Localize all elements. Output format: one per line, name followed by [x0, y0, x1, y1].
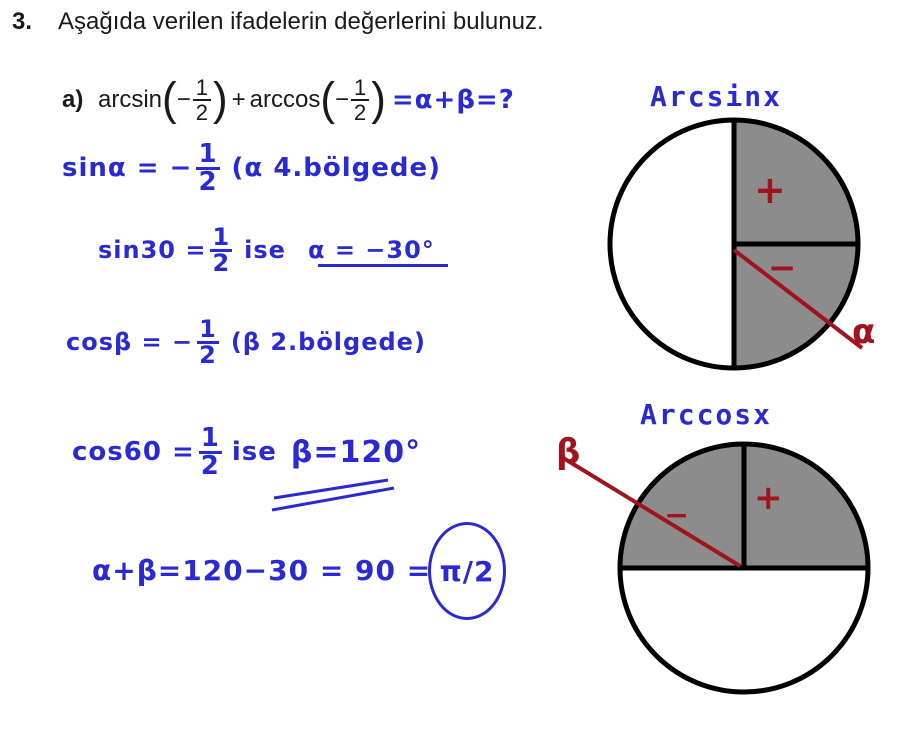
work-line-3 [66, 315, 426, 369]
arccos-beta-ray [560, 456, 740, 566]
work-line-2-num: 1 [212, 223, 231, 251]
work-line-5-expression: α+β=120−30 = 90 = [92, 554, 432, 587]
work-line-4-ise: ise [231, 437, 277, 468]
work-line-2-result: α = −30° [307, 236, 435, 265]
work-line-4-lhs: cos60 = [72, 437, 195, 468]
work-line-3-lhs: cosβ = − [66, 328, 194, 357]
work-line-3-note: (β 2.bölgede) [230, 328, 426, 357]
fraction-2-denominator: 2 [353, 100, 367, 125]
paren-open: ( [162, 73, 177, 126]
work-line-5 [92, 554, 431, 587]
work-line-4-result: β=120° [290, 434, 422, 470]
minus-sign-1: − [176, 86, 191, 113]
work-line-4-fraction [199, 423, 222, 481]
handwritten-question-tail: =α+β=? [391, 85, 515, 115]
paren-close: ) [212, 73, 228, 126]
work-line-4 [72, 423, 422, 481]
work-line-1-fraction [196, 139, 219, 197]
arccos-plus-mark: + [754, 478, 784, 518]
work-line-2-underline [318, 264, 448, 267]
arccos-minus-mark: − [664, 498, 691, 533]
arcsin-diagram-label: Arcsinx [650, 80, 783, 113]
arccos-beta-ray-layer [556, 450, 756, 580]
part-a-label: a) [62, 86, 84, 113]
work-line-2 [98, 223, 435, 277]
work-line-3-fraction [197, 315, 219, 369]
work-line-2-lhs: sin30 = [98, 236, 207, 265]
part-a-expression [98, 72, 515, 128]
work-line-2-den: 2 [212, 248, 231, 277]
work-line-1 [62, 139, 442, 197]
work-line-2-ise: ise [244, 236, 286, 265]
work-line-4-double-underline [270, 476, 400, 516]
question-number: 3. [12, 8, 33, 35]
plus-sign: + [231, 86, 246, 113]
work-line-5-circled-text: π/2 [439, 554, 495, 588]
arcsin-func: arcsin [98, 86, 163, 113]
arcsin-alpha-label: α [852, 312, 877, 352]
fraction-1-denominator: 2 [195, 100, 208, 125]
work-line-1-den: 2 [198, 166, 218, 197]
work-line-3-den: 2 [199, 340, 217, 369]
work-line-5-circled-answer [428, 522, 506, 620]
arcsin-plus-mark: + [754, 168, 787, 212]
minus-sign-2: − [334, 86, 349, 113]
question-prompt: Aşağıda verilen ifadelerin değerlerini bulunuz. [58, 8, 544, 35]
work-line-1-note: (α 4.bölgede) [231, 153, 442, 184]
fraction-2 [351, 76, 369, 124]
work-line-4-num: 1 [200, 423, 220, 453]
work-line-3-num: 1 [199, 315, 217, 343]
work-line-4-den: 2 [200, 450, 220, 481]
arcsin-minus-mark: − [768, 248, 798, 288]
work-line-1-lhs: sinα = − [62, 153, 193, 184]
work-line-2-fraction [210, 223, 232, 277]
fraction-2-numerator: 1 [351, 76, 369, 101]
fraction-1-numerator: 1 [193, 76, 211, 101]
arccos-diagram-label: Arccosx [640, 398, 773, 431]
arccos-func: arccos [249, 86, 321, 113]
work-line-1-num: 1 [198, 139, 218, 169]
fraction-1 [193, 76, 211, 124]
paren-close-2: ) [371, 73, 386, 126]
paren-open-2: ( [320, 73, 335, 126]
arccos-beta-label: β [556, 432, 582, 472]
